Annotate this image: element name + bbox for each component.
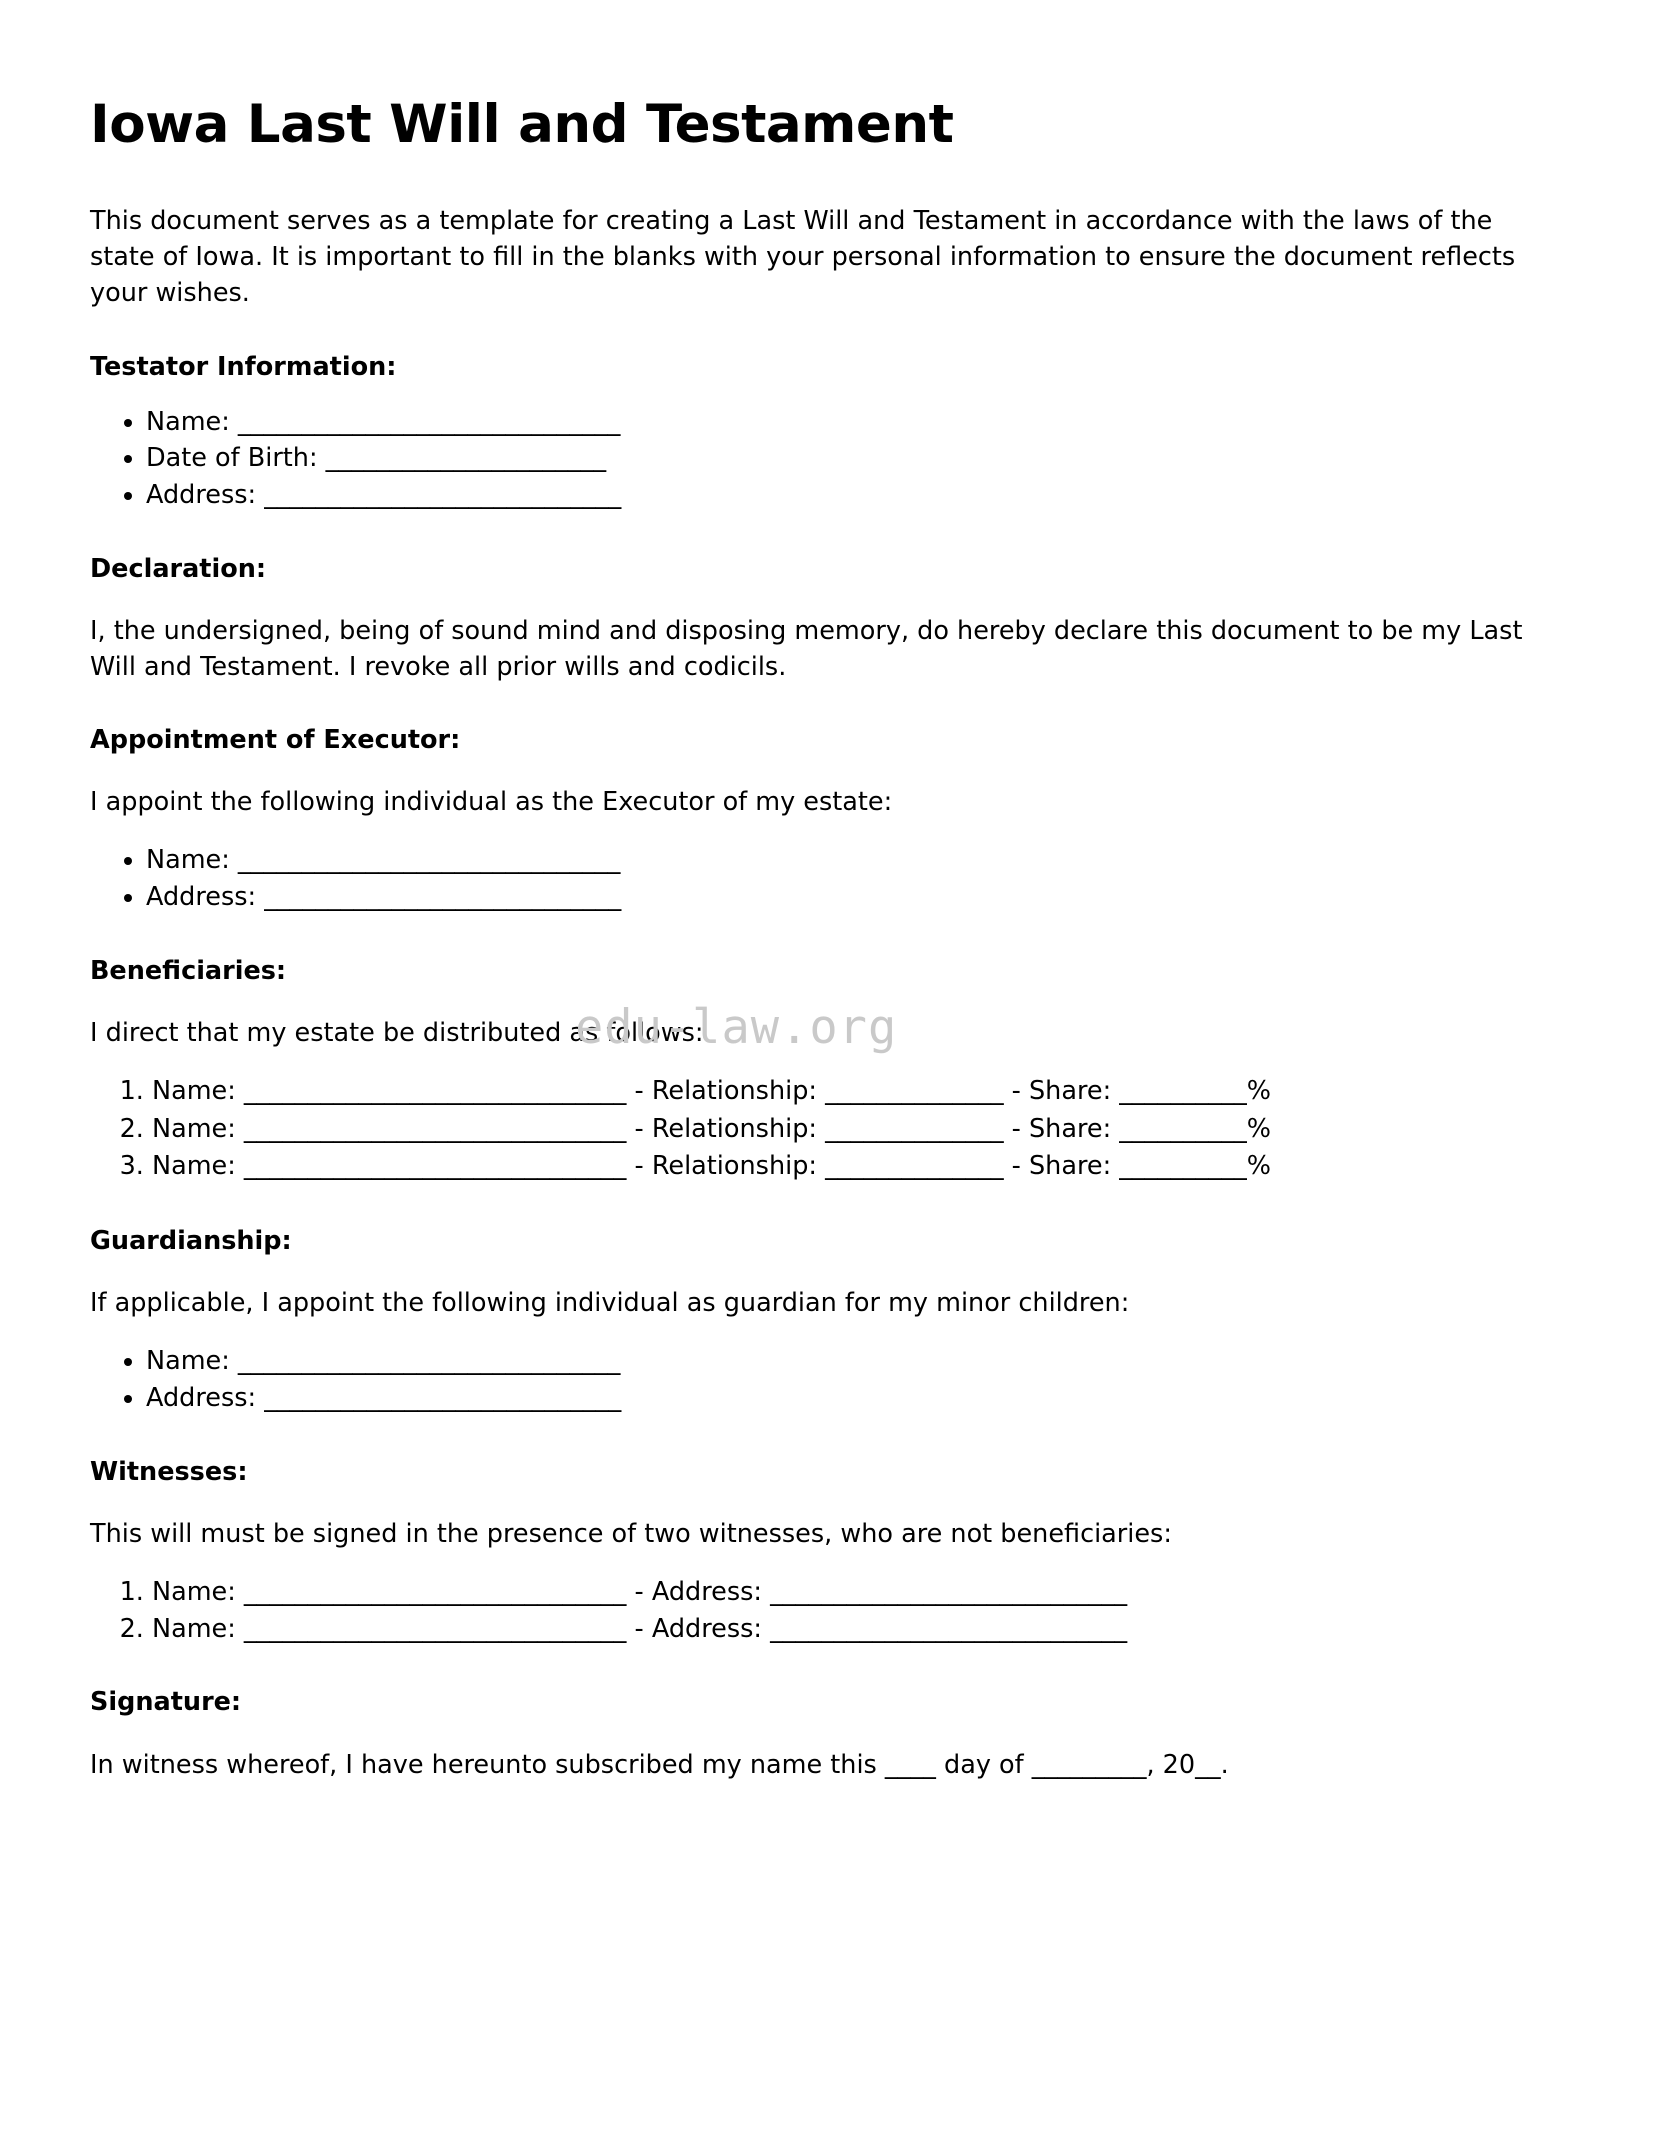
witnesses-text: This will must be signed in the presence of two witnesses, who are not beneficiaries: (90, 1518, 1172, 1549)
declaration-text: I, the undersigned, being of sound mind and disposing memory, do hereby declare this document to be my Last Will and Testament. I revoke all prior wills and codicils. (90, 615, 1523, 682)
list-item: 2. Name: ______________________________ - Relationship: ______________ - Share: __________% (152, 1111, 1574, 1149)
witnesses-list (90, 1574, 1574, 1647)
section-heading-guardianship: Guardianship: (90, 1226, 292, 1257)
list-item: • Name: ______________________________ (146, 1343, 1574, 1380)
list-item: • Name: ______________________________ (146, 404, 1574, 441)
guardianship-text: If applicable, I appoint the following individual as guardian for my minor children: (90, 1288, 1130, 1319)
list-item: • Date of Birth: ______________________ (146, 440, 1574, 477)
watermark: edu-law.org (575, 1000, 898, 1055)
section-heading-testator: Testator Information: (90, 351, 397, 382)
section-heading-executor: Appointment of Executor: (90, 725, 461, 756)
section-heading-declaration: Declaration: (90, 553, 267, 584)
list-item: 1. Name: ______________________________ - Address: ____________________________ (152, 1574, 1574, 1611)
section-heading-beneficiaries: Beneficiaries: (90, 955, 287, 986)
signature-text: In witness whereof, I have hereunto subscribed my name this ____ day of _________, 20__. (90, 1750, 1229, 1781)
list-item: • Name: ______________________________ (146, 842, 1574, 879)
page-title: Iowa Last Will and Testament (90, 94, 954, 155)
beneficiaries-text: I direct that my estate be distributed as follows: (90, 1017, 704, 1048)
beneficiaries-list (90, 1073, 1574, 1186)
testator-field-list (90, 404, 1574, 514)
list-item: • Address: ____________________________ (146, 1380, 1574, 1417)
list-item: 1. Name: ______________________________ - Relationship: ______________ - Share: __________% (152, 1073, 1574, 1111)
list-item: 3. Name: ______________________________ - Relationship: ______________ - Share: __________% (152, 1148, 1574, 1186)
list-item: • Address: ____________________________ (146, 477, 1574, 514)
list-item: 2. Name: ______________________________ - Address: ____________________________ (152, 1611, 1574, 1648)
list-item: • Address: ____________________________ (146, 879, 1574, 916)
guardianship-field-list (90, 1343, 1574, 1416)
intro-paragraph: This document serves as a template for creating a Last Will and Testament in accordance with the laws of the state of Iowa. It is important to fill in the blanks with your personal information to ensure the document reflects your wishes. (90, 205, 1516, 309)
executor-text: I appoint the following individual as the Executor of my estate: (90, 787, 893, 818)
section-heading-signature: Signature: (90, 1687, 242, 1718)
executor-field-list (90, 842, 1574, 915)
section-heading-witnesses: Witnesses: (90, 1456, 248, 1487)
